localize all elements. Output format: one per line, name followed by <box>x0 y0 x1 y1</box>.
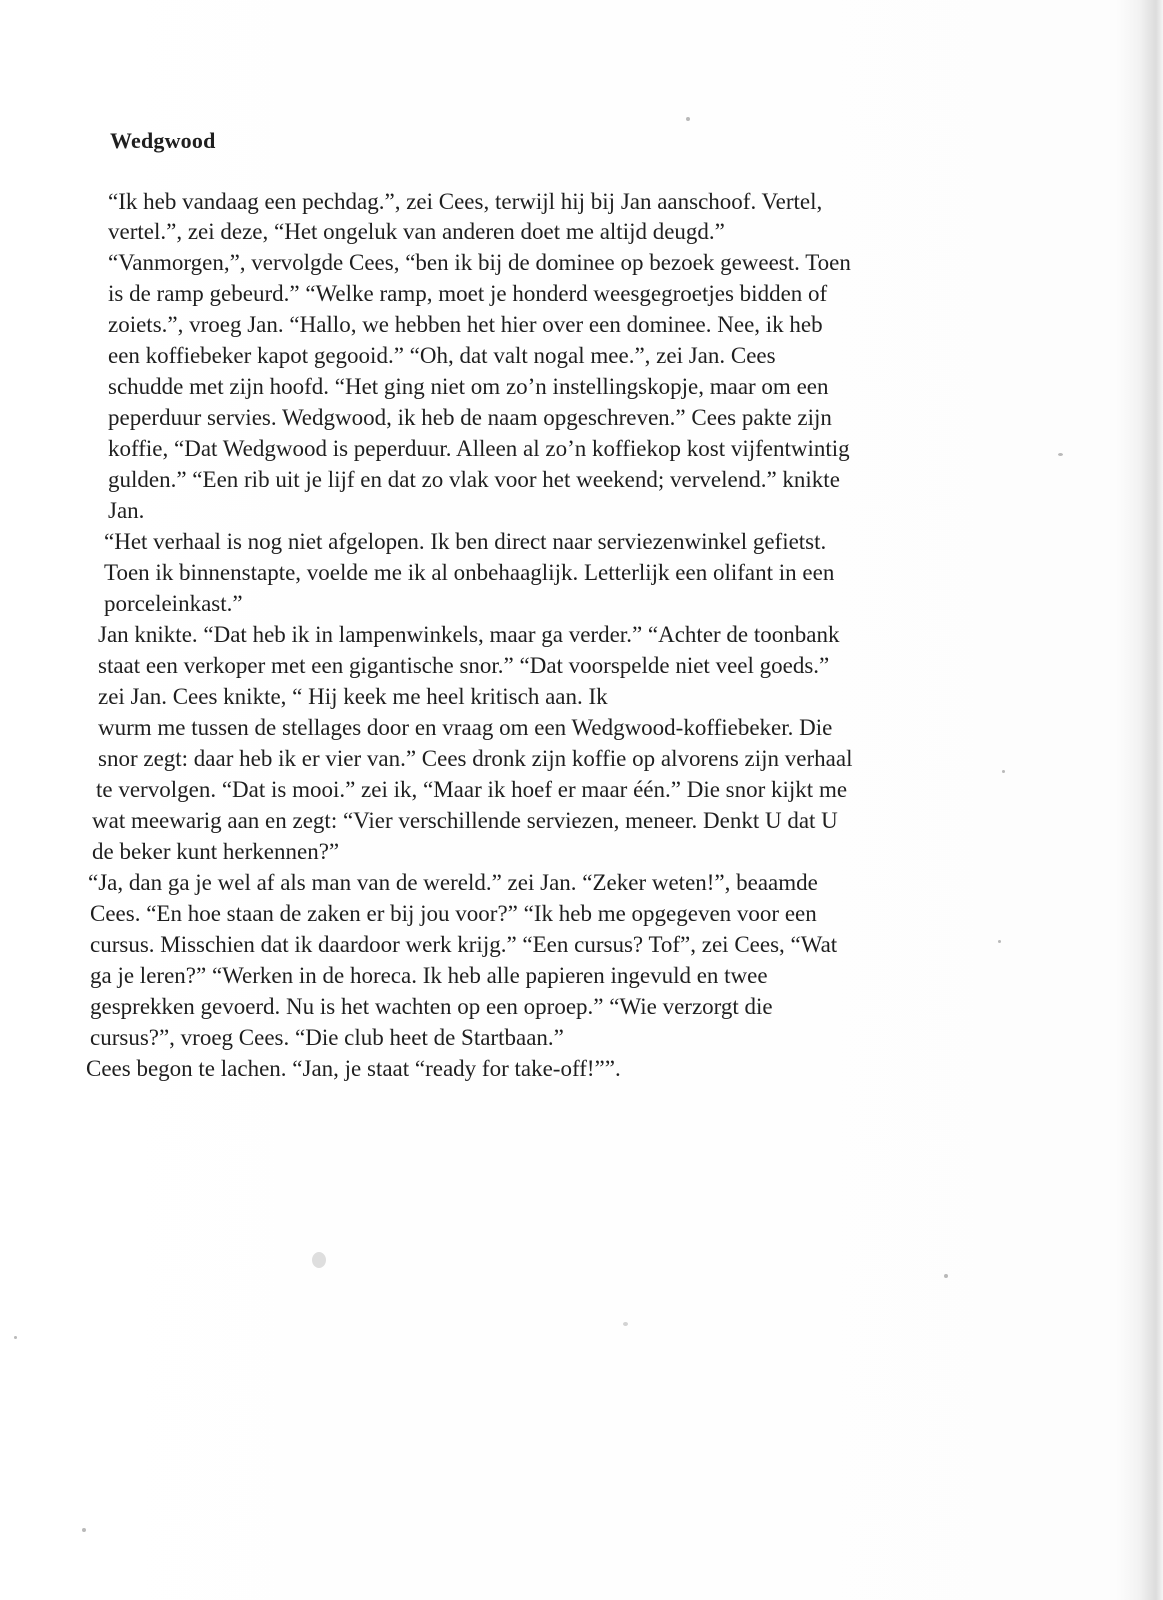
text-line: “Het verhaal is nog niet afgelopen. Ik ben direct naar serviezenwinkel gefietst. <box>104 529 827 554</box>
text-line: is de ramp gebeurd.” “Welke ramp, moet je honderd weesgegroetjes bidden of <box>108 281 828 306</box>
scan-speck <box>312 1252 326 1268</box>
scan-speck <box>623 1322 628 1326</box>
text-line: vertel.”, zei deze, “Het ongeluk van anderen doet me altijd deugd.” <box>108 219 725 244</box>
scan-speck <box>1002 770 1005 773</box>
text-line: “Ik heb vandaag een pechdag.”, zei Cees, terwijl hij bij Jan aanschoof. Vertel, <box>108 189 823 214</box>
text-line: zei Jan. Cees knikte, “ Hij keek me heel kritisch aan. Ik <box>98 684 608 709</box>
text-line: gulden.” “Een rib uit je lijf en dat zo vlak voor het weekend; vervelend.” knikte <box>108 467 840 492</box>
text-line: de beker kunt herkennen?” <box>92 839 340 864</box>
text-line: cursus?”, vroeg Cees. “Die club heet de Startbaan.” <box>90 1025 564 1050</box>
document-title: Wedgwood <box>110 128 216 153</box>
text-line: “Vanmorgen,”, vervolgde Cees, “ben ik bij de dominee op bezoek geweest. Toen <box>108 250 851 275</box>
text-line: schudde met zijn hoofd. “Het ging niet om zo’n instellingskopje, maar om een <box>108 374 829 399</box>
text-line: porceleinkast.” <box>104 591 243 616</box>
scan-speck <box>686 117 690 121</box>
text-line: Jan. <box>108 498 145 523</box>
scan-speck <box>944 1274 948 1278</box>
text-line: peperduur servies. Wedgwood, ik heb de naam opgeschreven.” Cees pakte zijn <box>108 405 832 430</box>
text-line: Toen ik binnenstapte, voelde me ik al onbehaaglijk. Letterlijk een olifant in een <box>104 560 835 585</box>
text-line: “Ja, dan ga je wel af als man van de wereld.” zei Jan. “Zeker weten!”, beaamde <box>88 870 818 895</box>
text-line: koffie, “Dat Wedgwood is peperduur. Alleen al zo’n koffiekop kost vijfentwintig <box>108 436 850 461</box>
text-line: zoiets.”, vroeg Jan. “Hallo, we hebben het hier over een dominee. Nee, ik heb <box>108 312 823 337</box>
text-line: wurm me tussen de stellages door en vraag om een Wedgwood-koffiebeker. Die <box>98 715 833 740</box>
scan-speck <box>1058 453 1063 456</box>
text-line: cursus. Misschien dat ik daardoor werk krijg.” “Een cursus? Tof”, zei Cees, “Wat <box>90 932 838 957</box>
text-line: Cees begon te lachen. “Jan, je staat “ready for take-off!””. <box>86 1056 621 1081</box>
text-line: snor zegt: daar heb ik er vier van.” Cees dronk zijn koffie op alvorens zijn verhaal <box>98 746 853 771</box>
scan-speck <box>82 1528 86 1532</box>
text-line: een koffiebeker kapot gegooid.” “Oh, dat valt nogal mee.”, zei Jan. Cees <box>108 343 776 368</box>
text-line: Jan knikte. “Dat heb ik in lampenwinkels, maar ga verder.” “Achter de toonbank <box>98 622 840 647</box>
text-line: Cees. “En hoe staan de zaken er bij jou voor?” “Ik heb me opgegeven voor een <box>90 901 817 926</box>
text-line: gesprekken gevoerd. Nu is het wachten op een oproep.” “Wie verzorgt die <box>90 994 773 1019</box>
text-line: wat meewarig aan en zegt: “Vier verschillende serviezen, meneer. Denkt U dat U <box>92 808 838 833</box>
scan-speck <box>14 1336 17 1339</box>
text-line: staat een verkoper met een gigantische snor.” “Dat voorspelde niet veel goeds.” <box>98 653 830 678</box>
text-line: ga je leren?” “Werken in de horeca. Ik heb alle papieren ingevuld en twee <box>90 963 768 988</box>
scan-speck <box>998 940 1001 943</box>
text-line: te vervolgen. “Dat is mooi.” zei ik, “Maar ik hoef er maar één.” Die snor kijkt me <box>96 777 848 802</box>
